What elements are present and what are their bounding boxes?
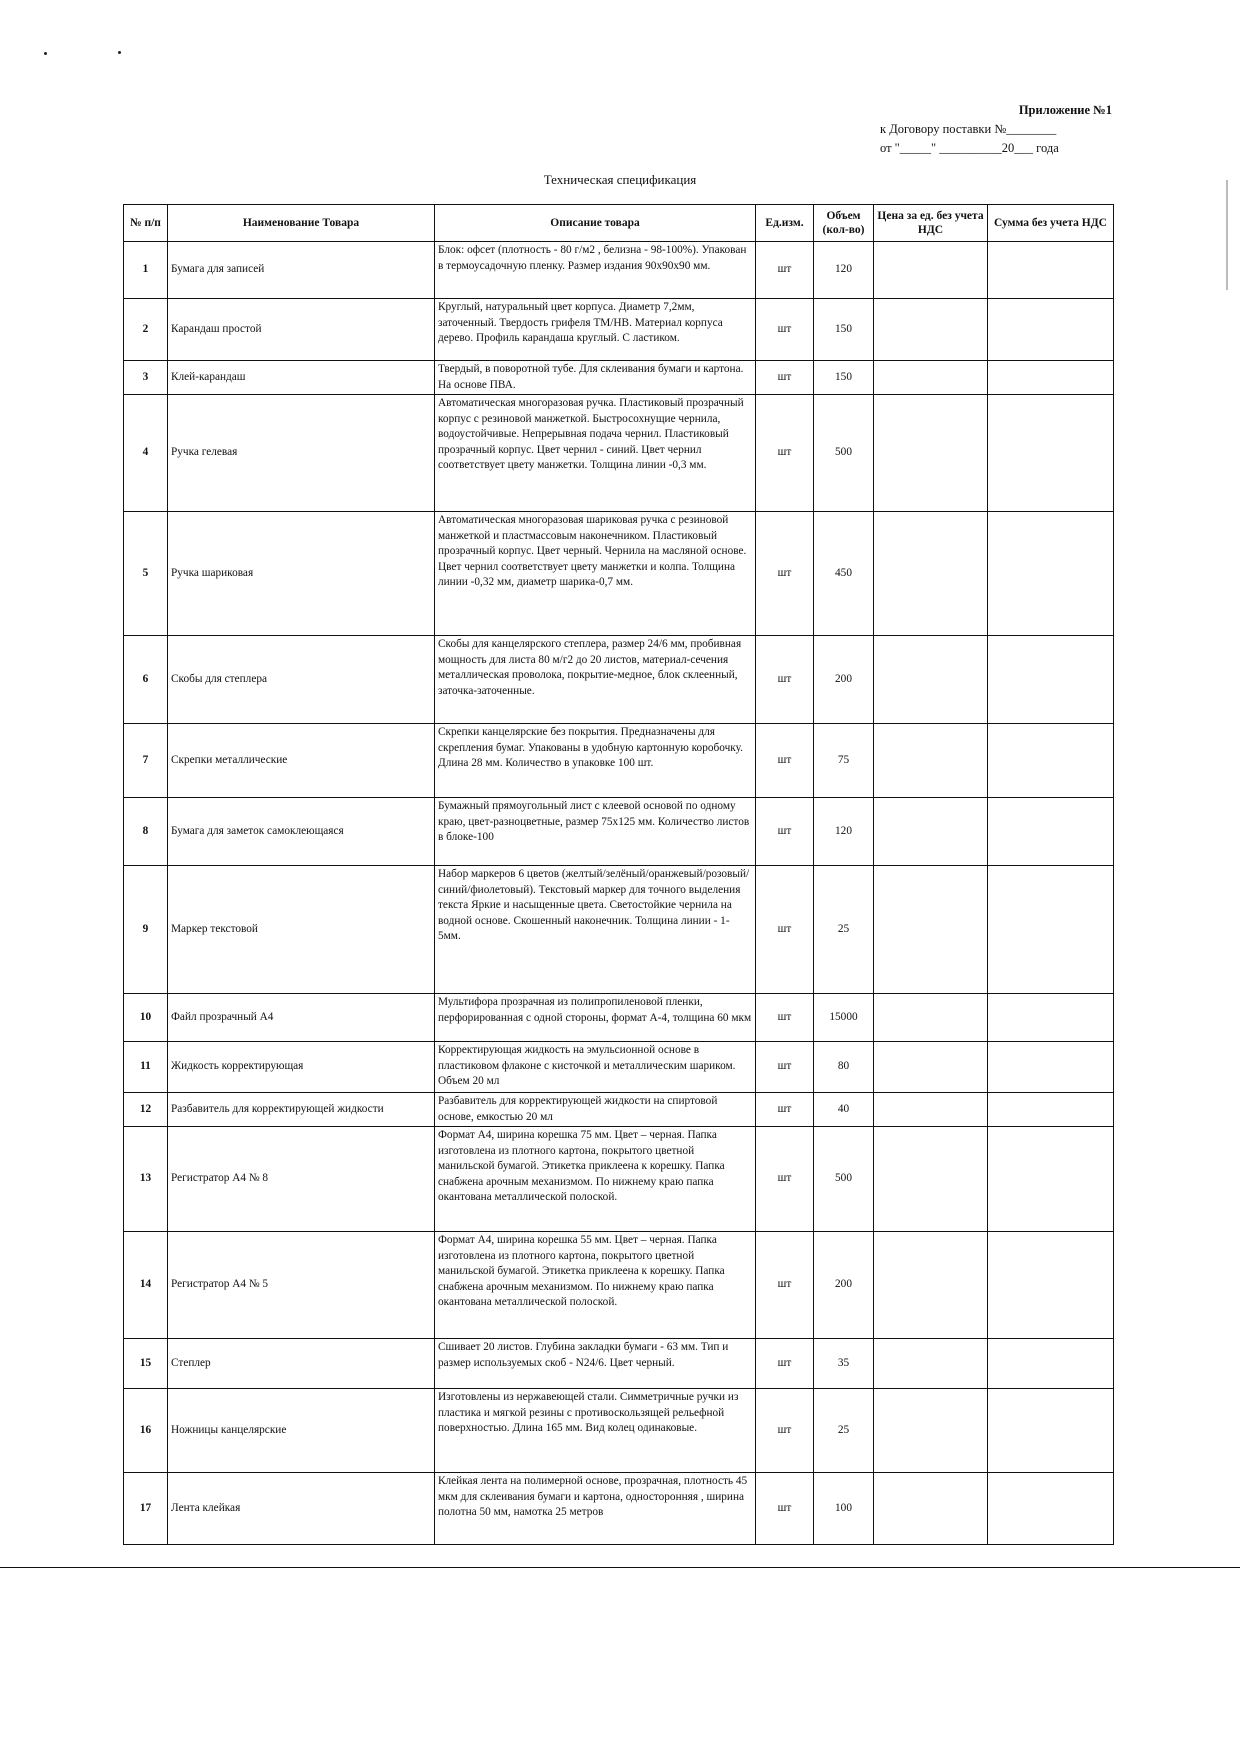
- header-description: Описание товара: [435, 205, 756, 242]
- cell-sum: [988, 1127, 1114, 1232]
- specification-table: [123, 204, 1114, 1545]
- cell-unit: шт: [756, 395, 814, 512]
- cell-num: 15: [124, 1339, 168, 1389]
- cell-description: Мультифора прозрачная из полипропиленовой пленки, перфорированная с одной стороны, формат А-4, толщина 60 мкм: [435, 994, 756, 1042]
- cell-num: 9: [124, 866, 168, 994]
- header-name: Наименование Товара: [168, 205, 435, 242]
- cell-name: Разбавитель для корректирующей жидкости: [168, 1093, 435, 1127]
- cell-description: Круглый, натуральный цвет корпуса. Диаметр 7,2мм, заточенный. Твердость грифеля ТМ/НВ. Материал корпуса дерево. Профиль карандаша круглый. С ластиком.: [435, 299, 756, 361]
- cell-num: 5: [124, 512, 168, 636]
- cell-unit: шт: [756, 866, 814, 994]
- cell-unit: шт: [756, 1127, 814, 1232]
- cell-name: Ножницы канцелярские: [168, 1389, 435, 1473]
- cell-description: Скобы для канцелярского степлера, размер 24/6 мм, пробивная мощность для листа 80 м/г2 до 20 листов, материал-сечения металлическая проволока, покрытие-медное, блок склеенный, заточка-заточенные.: [435, 636, 756, 724]
- cell-price: [874, 1093, 988, 1127]
- cell-sum: [988, 724, 1114, 798]
- cell-description: Твердый, в поворотной тубе. Для склеивания бумаги и картона. На основе ПВА.: [435, 361, 756, 395]
- cell-description: Бумажный прямоугольный лист с клеевой основой по одному краю, цвет-разноцветные, размер 75х125 мм. Количество листов в блоке-100: [435, 798, 756, 866]
- cell-quantity: 500: [814, 1127, 874, 1232]
- cell-name: Маркер текстовой: [168, 866, 435, 994]
- cell-price: [874, 512, 988, 636]
- cell-price: [874, 1473, 988, 1545]
- cell-description: Формат А4, ширина корешка 55 мм. Цвет – черная. Папка изготовлена из плотного картона, покрытого цветной манильской бумагой. Этикетка приклеена к корешку. Папка снабжена арочным механизмом. По нижнему краю папка окантована металлической полоской.: [435, 1232, 756, 1339]
- cell-num: 4: [124, 395, 168, 512]
- cell-unit: шт: [756, 994, 814, 1042]
- cell-description: Формат А4, ширина корешка 75 мм. Цвет – черная. Папка изготовлена из плотного картона, покрытого цветной манильской бумагой. Этикетка приклеена к корешку. Папка снабжена арочным механизмом. По нижнему краю папка окантована металлической полоской.: [435, 1127, 756, 1232]
- cell-unit: шт: [756, 361, 814, 395]
- table-row: [124, 636, 1114, 724]
- cell-num: 3: [124, 361, 168, 395]
- scan-bottom-line: [0, 1567, 1240, 1568]
- cell-num: 10: [124, 994, 168, 1042]
- document-title: Техническая спецификация: [543, 172, 697, 187]
- cell-price: [874, 395, 988, 512]
- contract-line: к Договору поставки №________: [880, 122, 1057, 136]
- cell-unit: шт: [756, 636, 814, 724]
- table-header-row: [124, 205, 1114, 242]
- cell-name: Ручка гелевая: [168, 395, 435, 512]
- cell-description: Изготовлены из нержавеющей стали. Симметричные ручки из пластика и мягкой резины с противоскользящей рельефной поверхностью. Длина 165 мм. Вид колец одинаковые.: [435, 1389, 756, 1473]
- cell-quantity: 120: [814, 798, 874, 866]
- table-row: [124, 1042, 1114, 1093]
- cell-price: [874, 994, 988, 1042]
- cell-price: [874, 1339, 988, 1389]
- cell-price: [874, 866, 988, 994]
- cell-price: [874, 361, 988, 395]
- cell-sum: [988, 395, 1114, 512]
- cell-num: 13: [124, 1127, 168, 1232]
- cell-sum: [988, 1093, 1114, 1127]
- cell-name: Бумага для записей: [168, 242, 435, 299]
- cell-sum: [988, 1389, 1114, 1473]
- cell-unit: шт: [756, 1042, 814, 1093]
- table-row: [124, 866, 1114, 994]
- cell-num: 17: [124, 1473, 168, 1545]
- cell-quantity: 80: [814, 1042, 874, 1093]
- cell-description: Блок: офсет (плотность - 80 г/м2 , белизна - 98-100%). Упакован в термоусадочную пленку. Размер издания 90х90х90 мм.: [435, 242, 756, 299]
- cell-quantity: 200: [814, 636, 874, 724]
- table-row: [124, 724, 1114, 798]
- cell-unit: шт: [756, 299, 814, 361]
- header-unit: Ед.изм.: [756, 205, 814, 242]
- cell-num: 11: [124, 1042, 168, 1093]
- header-num: № п/п: [124, 205, 168, 242]
- cell-num: 2: [124, 299, 168, 361]
- table-row: [124, 395, 1114, 512]
- cell-unit: шт: [756, 512, 814, 636]
- cell-quantity: 100: [814, 1473, 874, 1545]
- table-row: [124, 994, 1114, 1042]
- date-line: от "_____" __________20___ года: [880, 141, 1059, 155]
- cell-unit: шт: [756, 1473, 814, 1545]
- cell-num: 6: [124, 636, 168, 724]
- cell-name: Жидкость корректирующая: [168, 1042, 435, 1093]
- cell-name: Файл прозрачный А4: [168, 994, 435, 1042]
- cell-sum: [988, 636, 1114, 724]
- cell-unit: шт: [756, 1389, 814, 1473]
- cell-price: [874, 1127, 988, 1232]
- cell-unit: шт: [756, 1093, 814, 1127]
- cell-description: Скрепки канцелярские без покрытия. Предназначены для скрепления бумаг. Упакованы в удобную картонную коробочку. Длина 28 мм. Количество в упаковке 100 шт.: [435, 724, 756, 798]
- cell-name: Карандаш простой: [168, 299, 435, 361]
- appendix-header: [880, 101, 1112, 158]
- cell-price: [874, 636, 988, 724]
- cell-sum: [988, 512, 1114, 636]
- cell-sum: [988, 1339, 1114, 1389]
- cell-sum: [988, 1042, 1114, 1093]
- cell-quantity: 150: [814, 299, 874, 361]
- cell-name: Клей-карандаш: [168, 361, 435, 395]
- cell-unit: шт: [756, 798, 814, 866]
- cell-name: Степлер: [168, 1339, 435, 1389]
- table-row: [124, 512, 1114, 636]
- table-row: [124, 1339, 1114, 1389]
- table-row: [124, 1473, 1114, 1545]
- cell-name: Лента клейкая: [168, 1473, 435, 1545]
- cell-name: Регистратор А4 № 5: [168, 1232, 435, 1339]
- cell-num: 12: [124, 1093, 168, 1127]
- scan-speck: [44, 52, 47, 55]
- cell-num: 14: [124, 1232, 168, 1339]
- cell-description: Сшивает 20 листов. Глубина закладки бумаги - 63 мм. Тип и размер используемых скоб - N24/6. Цвет черный.: [435, 1339, 756, 1389]
- cell-description: Автоматическая многоразовая шариковая ручка с резиновой манжеткой и пластмассовым наконечником. Пластиковый прозрачный корпус. Цвет черный. Чернила на масляной основе. Цвет чернил соответствует цвету манжетки и колпа. Толщина линии -0,32 мм, диаметр шарика-0,7 мм.: [435, 512, 756, 636]
- table-row: [124, 242, 1114, 299]
- cell-sum: [988, 242, 1114, 299]
- cell-description: Набор маркеров 6 цветов (желтый/зелёный/оранжевый/розовый/синий/фиолетовый). Текстовый маркер для точного выделения текста Яркие и насыщенные цвета. Светостойкие чернила на водной основе. Скошенный наконечник. Толщина линии - 1-5мм.: [435, 866, 756, 994]
- cell-price: [874, 242, 988, 299]
- header-price: Цена за ед. без учета НДС: [874, 205, 988, 242]
- cell-sum: [988, 361, 1114, 395]
- cell-name: Скрепки металлические: [168, 724, 435, 798]
- cell-sum: [988, 1232, 1114, 1339]
- cell-num: 8: [124, 798, 168, 866]
- cell-quantity: 75: [814, 724, 874, 798]
- cell-price: [874, 1232, 988, 1339]
- cell-description: Клейкая лента на полимерной основе, прозрачная, плотность 45 мкм для склеивания бумаги и картона, односторонняя , ширина полотна 50 мм, намотка 25 метров: [435, 1473, 756, 1545]
- cell-name: Ручка шариковая: [168, 512, 435, 636]
- cell-quantity: 150: [814, 361, 874, 395]
- cell-price: [874, 798, 988, 866]
- cell-name: Бумага для заметок самоклеющаяся: [168, 798, 435, 866]
- header-sum: Сумма без учета НДС: [988, 205, 1114, 242]
- cell-quantity: 450: [814, 512, 874, 636]
- cell-quantity: 35: [814, 1339, 874, 1389]
- appendix-title: Приложение №1: [1018, 103, 1112, 117]
- cell-quantity: 200: [814, 1232, 874, 1339]
- cell-unit: шт: [756, 1339, 814, 1389]
- cell-quantity: 15000: [814, 994, 874, 1042]
- table-row: [124, 798, 1114, 866]
- cell-quantity: 25: [814, 1389, 874, 1473]
- cell-name: Регистратор А4 № 8: [168, 1127, 435, 1232]
- table-row: [124, 1127, 1114, 1232]
- table-row: [124, 1232, 1114, 1339]
- cell-sum: [988, 866, 1114, 994]
- cell-name: Скобы для степлера: [168, 636, 435, 724]
- table-row: [124, 1093, 1114, 1127]
- cell-description: Автоматическая многоразовая ручка. Пластиковый прозрачный корпус с резиновой манжеткой. Быстросохнущие чернила, водоустойчивые. Непрерывная подача чернил. Пластиковый прозрачный корпус. Цвет чернил - синий. Цвет чернил соответствует цвету манжетки. Толщина линии -0,3 мм.: [435, 395, 756, 512]
- cell-price: [874, 1042, 988, 1093]
- cell-description: Разбавитель для корректирующей жидкости на спиртовой основе, емкостью 20 мл: [435, 1093, 756, 1127]
- header-quantity: Объем (кол-во): [814, 205, 874, 242]
- cell-price: [874, 299, 988, 361]
- cell-num: 1: [124, 242, 168, 299]
- cell-num: 16: [124, 1389, 168, 1473]
- cell-quantity: 40: [814, 1093, 874, 1127]
- table-row: [124, 361, 1114, 395]
- table-row: [124, 299, 1114, 361]
- scan-edge-mark: [1226, 180, 1228, 290]
- cell-description: Корректирующая жидкость на эмульсионной основе в пластиковом флаконе с кисточкой и металлическим шариком. Объем 20 мл: [435, 1042, 756, 1093]
- cell-price: [874, 1389, 988, 1473]
- cell-sum: [988, 299, 1114, 361]
- cell-quantity: 120: [814, 242, 874, 299]
- cell-quantity: 500: [814, 395, 874, 512]
- cell-unit: шт: [756, 724, 814, 798]
- cell-sum: [988, 798, 1114, 866]
- cell-price: [874, 724, 988, 798]
- cell-sum: [988, 994, 1114, 1042]
- cell-unit: шт: [756, 242, 814, 299]
- cell-sum: [988, 1473, 1114, 1545]
- scan-speck: [118, 51, 121, 54]
- cell-num: 7: [124, 724, 168, 798]
- cell-unit: шт: [756, 1232, 814, 1339]
- table-row: [124, 1389, 1114, 1473]
- cell-quantity: 25: [814, 866, 874, 994]
